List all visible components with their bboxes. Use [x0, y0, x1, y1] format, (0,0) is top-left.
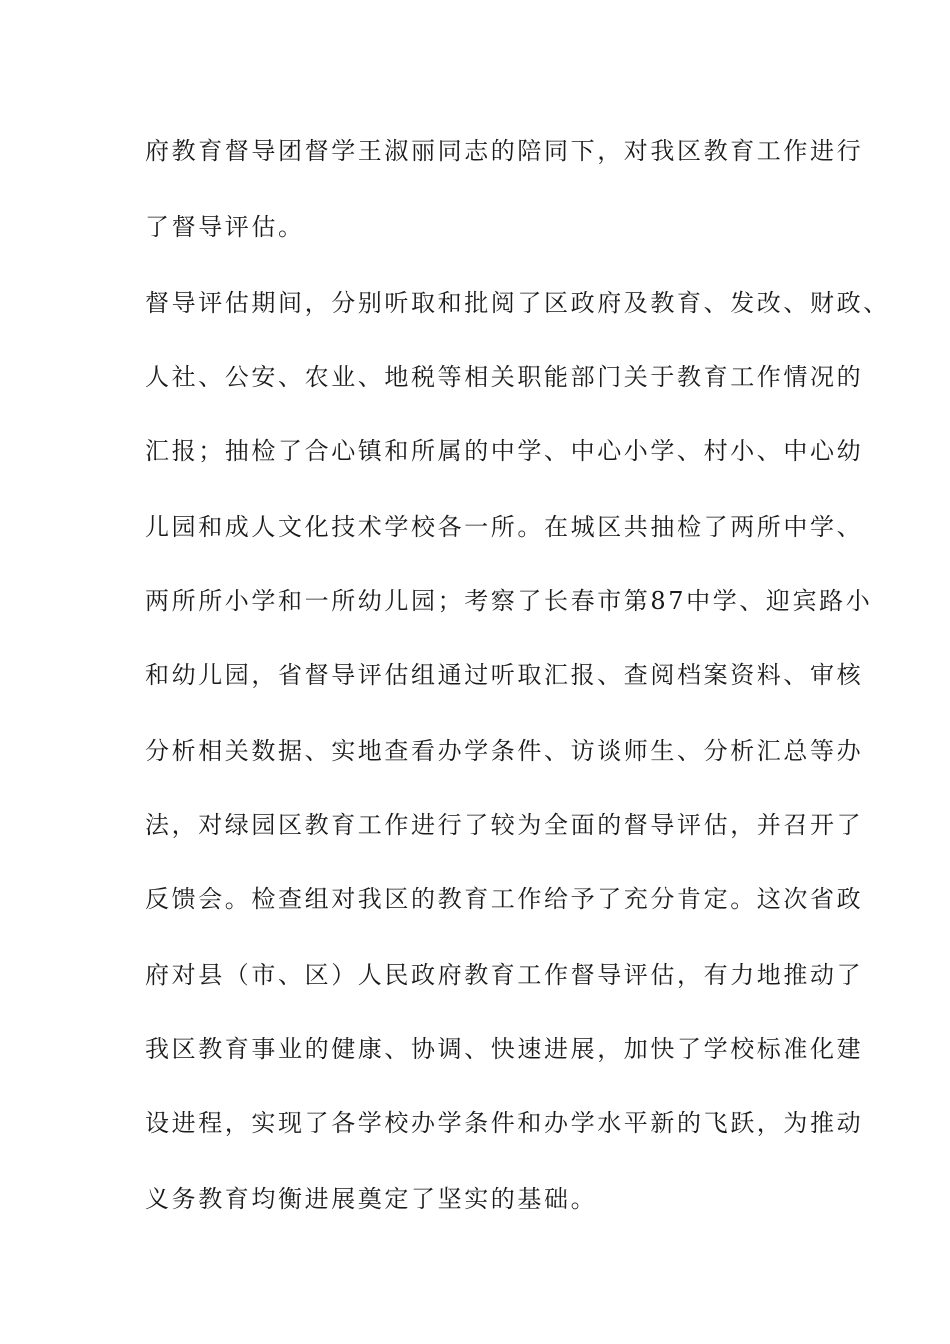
- text-line: 府教育督导团督学王淑丽同志的陪同下，对我区教育工作进行: [145, 137, 864, 165]
- text-line: 汇报；抽检了合心镇和所属的中学、中心小学、村小、中心幼: [145, 437, 864, 465]
- text-line: 和幼儿园，省督导评估组通过听取汇报、查阅档案资料、审核: [145, 661, 864, 689]
- text-line: 两所所小学和一所幼儿园；考察了长春市第87中学、迎宾路小: [145, 587, 873, 615]
- text-line: 儿园和成人文化技术学校各一所。在城区共抽检了两所中学、: [145, 513, 864, 541]
- text-line: 人社、公安、农业、地税等相关职能部门关于教育工作情况的: [145, 363, 864, 391]
- text-line: 督导评估期间，分别听取和批阅了区政府及教育、发改、财政、: [145, 289, 890, 317]
- text-line: 设进程，实现了各学校办学条件和办学水平新的飞跃，为推动: [145, 1109, 864, 1137]
- text-line: 府对县（市、区）人民政府教育工作督导评估，有力地推动了: [145, 961, 864, 989]
- text-line: 法，对绿园区教育工作进行了较为全面的督导评估，并召开了: [145, 811, 864, 839]
- text-line: 义务教育均衡进展奠定了坚实的基础。: [145, 1185, 598, 1213]
- text-line: 分析相关数据、实地查看办学条件、访谈师生、分析汇总等办: [145, 737, 864, 765]
- text-line: 了督导评估。: [145, 213, 305, 241]
- text-line: 反馈会。检查组对我区的教育工作给予了充分肯定。这次省政: [145, 885, 864, 913]
- text-line: 我区教育事业的健康、协调、快速进展，加快了学校标准化建: [145, 1035, 864, 1063]
